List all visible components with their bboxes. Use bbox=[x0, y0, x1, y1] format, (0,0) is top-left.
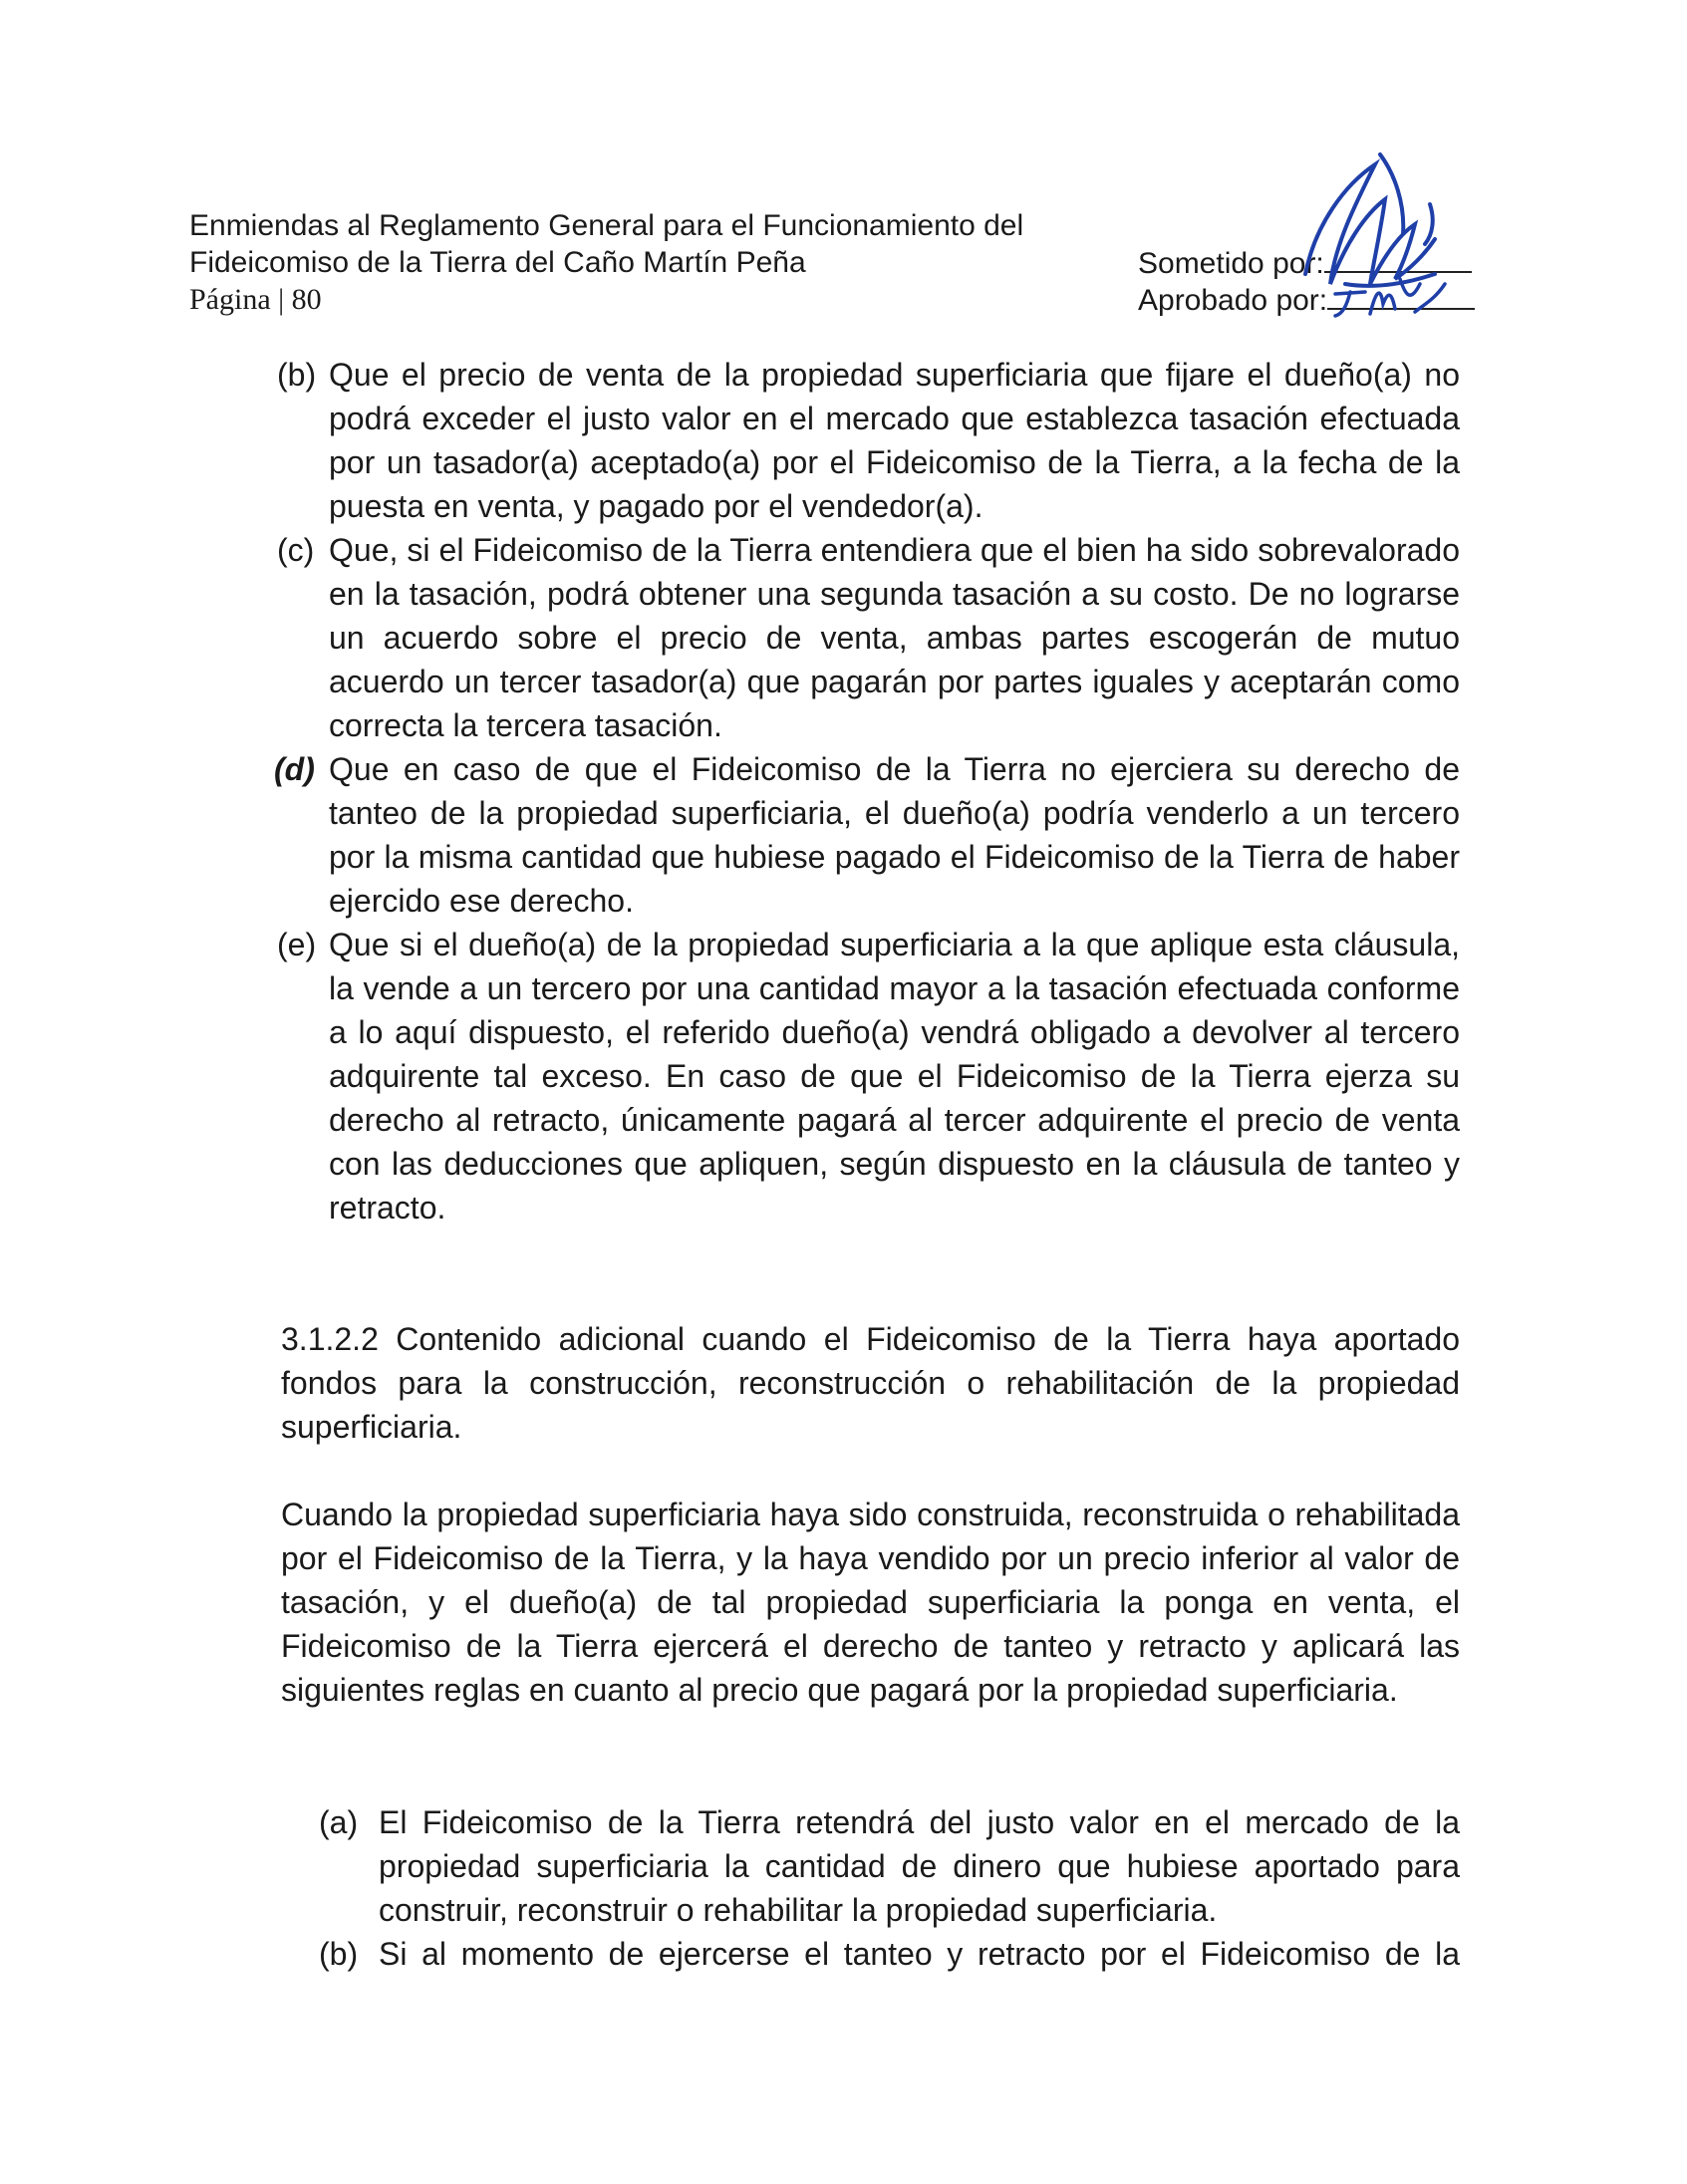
list-item-text: Que si el dueño(a) de la propiedad superficiaria a la que aplique esta cláusula, la vende a un tercero por una cantidad mayor a la tasación efectuada conforme a lo aquí dispuesto, el referido dueño(a) vendrá obligado a devolver al tercero adquirente tal exceso. En caso de que el Fideicomiso de la Tierra ejerza su derecho al retracto, únicamente pagará al tercer adquirente el precio de venta con las deducciones que apliquen, según dispuesto en la cláusula de tanteo y retracto. bbox=[329, 927, 1460, 1226]
price-rules-list bbox=[319, 1800, 1460, 1976]
list-marker: (a) bbox=[319, 1804, 359, 1840]
initials-signature-icon bbox=[1325, 264, 1455, 324]
page-header bbox=[189, 207, 1023, 318]
list-item-text: Que el precio de venta de la propiedad superficiaria que fijare el dueño(a) no podrá exceder el justo valor en el mercado que establezca tasación efectuada por un tasador(a) aceptado(a) por el Fideicomiso de la Tierra, a la fecha de la puesta en venta, y pagado por el vendedor(a). bbox=[329, 357, 1460, 524]
list-marker: (b) bbox=[277, 357, 317, 393]
approved-label: Aprobado por: bbox=[1138, 284, 1328, 317]
list-marker: (b) bbox=[319, 1936, 359, 1972]
list-item-text: Que en caso de que el Fideicomiso de la Tierra no ejerciera su derecho de tanteo de la propiedad superficiaria, el dueño(a) podría venderlo a un tercero por la misma cantidad que hubiese pagado el Fideicomiso de la Tierra de haber ejercido ese derecho. bbox=[329, 751, 1460, 919]
list-item-text: Que, si el Fideicomiso de la Tierra entendiera que el bien ha sido sobrevalorado en la tasación, podrá obtener una segunda tasación a su costo. De no lograrse un acuerdo sobre el precio de venta, ambas partes escogerán de mutuo acuerdo un tercer tasador(a) que pagarán por partes iguales y aceptarán como correcta la tercera tasación. bbox=[329, 532, 1460, 743]
conditions-list-top bbox=[274, 353, 1460, 1229]
list-marker: (e) bbox=[277, 927, 317, 962]
list-marker: (c) bbox=[277, 532, 315, 568]
section-heading: 3.1.2.2 Contenido adicional cuando el Fideicomiso de la Tierra haya aportado fondos para la construcción, reconstrucción o rehabilitación de la propiedad superficiaria. bbox=[281, 1321, 1460, 1445]
list-item bbox=[319, 1932, 1460, 1976]
list-item bbox=[277, 923, 1460, 1229]
submitted-label: Sometido por: bbox=[1138, 247, 1324, 280]
list-marker: (d) bbox=[274, 751, 315, 787]
list-item bbox=[274, 747, 1460, 923]
list-item bbox=[277, 528, 1460, 747]
list-item bbox=[319, 1800, 1460, 1932]
body-paragraph: Cuando la propiedad superficiaria haya sido construida, reconstruida o rehabilitada por el Fideicomiso de la Tierra, y la haya vendido por un precio inferior al valor de tasación, y el dueño(a) de tal propiedad superficiaria la ponga en venta, el Fideicomiso de la Tierra ejercerá el derecho de tanteo y retracto y aplicará las siguientes reglas en cuanto al precio que pagará por la propiedad superficiaria. bbox=[281, 1497, 1460, 1708]
header-title-line2: Fideicomiso de la Tierra del Caño Martín Peña bbox=[189, 246, 806, 279]
page-number: Página | 80 bbox=[189, 283, 322, 316]
header-title-line1: Enmiendas al Reglamento General para el Funcionamiento del bbox=[189, 209, 1024, 242]
list-item-text: Si al momento de ejercerse el tanteo y retracto por el Fideicomiso de la bbox=[379, 1936, 1460, 1972]
list-item bbox=[277, 353, 1460, 528]
list-item-text: El Fideicomiso de la Tierra retendrá del justo valor en el mercado de la propiedad superficiaria la cantidad de dinero que hubiese aportado para construir, reconstruir o rehabilitar la propiedad superficiaria. bbox=[379, 1804, 1460, 1928]
